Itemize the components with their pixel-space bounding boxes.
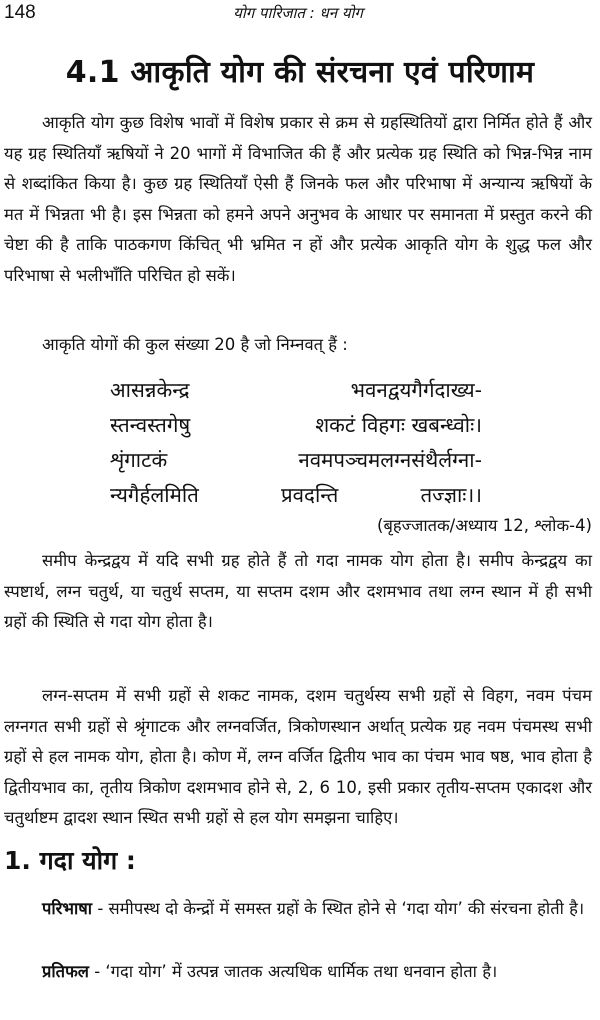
- result-text: - ‘गदा योग’ में उत्पन्न जातक अत्यधिक धार्मिक तथा धनवान होता है।: [88, 962, 498, 981]
- verse-word: शृंगाटकं: [110, 448, 168, 472]
- count-paragraph: आकृति योगों की कुल संख्या 20 है जो निम्नवत् हैं :: [42, 335, 348, 354]
- verse-line: [110, 373, 482, 408]
- running-head: [4, 2, 592, 26]
- result-paragraph: [4, 956, 592, 987]
- verse-word: न्यगैर्हलमिति: [110, 483, 199, 507]
- running-title: योग पारिजात : धन योग: [233, 4, 363, 22]
- definition-term: परिभाषा: [42, 899, 93, 918]
- definition-text: - समीपस्थ दो केन्द्रों में समस्त ग्रहों के स्थित होने से ‘गदा योग’ की संरचना होती है।: [92, 899, 585, 918]
- gada-explanation-paragraph: समीप केन्द्रद्वय में यदि सभी ग्रह होते हैं तो गदा नामक योग होता है। समीप केन्द्रद्वय का स्पष्टार्थ, लग्न चतुर्थ, या चतुर्थ सप्तम, या सप्तम दशम और दशमभाव तथा लग्न स्थान में ही सभी ग्रहों की स्थिति से गदा योग होता है।: [4, 551, 592, 631]
- intro-paragraph: आकृति योग कुछ विशेष भावों में विशेष प्रकार से क्रम से ग्रहस्थितियों द्वारा निर्मित होते हैं और यह ग्रह स्थितियाँ ऋषियों ने 20 भागों में विभाजित की हैं और प्रत्येक ग्रह स्थिति को भिन्न-भिन्न नाम से शब्दांकित किया है। कुछ ग्रह स्थितियाँ ऐसी हैं जिनके फल और परिभाषा में अन्यान्य ऋषियों के मत में भिन्नता भी है। इस भिन्नता को हमने अपने अनुभव के आधार पर समानता में प्रस्तुत करने की चेष्टा की है ताकि पाठकगण किंचित् भी भ्रमित न हों और प्रत्येक आकृति योग के शुद्ध फल और परिभाषा से भलीभाँति परिचित हो सकें।: [4, 113, 592, 285]
- verse-line: [110, 478, 482, 513]
- verse-word: आसन्नकेन्द्र: [110, 378, 190, 402]
- verse-word: भवनद्वयगैर्गदाख्य-: [350, 378, 482, 402]
- page-number: 148: [4, 2, 36, 23]
- verse-word: शकटं विहगः खबन्ध्वोः।: [315, 413, 482, 437]
- yoga-list-paragraph: लग्न-सप्तम में सभी ग्रहों से शकट नामक, दशम चतुर्थस्य सभी ग्रहों से विहग, नवम पंचम लग्नगत सभी ग्रहों से श्रृंगाटक और लग्नवर्जित, त्रिकोणस्थान अर्थात् प्रत्येक ग्रह नवम पंचमस्थ सभी ग्रहों से हल नामक योग, होता है। कोण में, लग्न वर्जित द्वितीय भाव का पंचम भाव षष्ठ, भाव होता है द्वितीयभाव का, तृतीय त्रिकोण दशमभाव होने से, 2, 6 10, इसी प्रकार तृतीय-सप्तम एकादश और चतुर्थाष्टम द्वादश स्थान स्थित सभी ग्रहों से हल योग समझना चाहिए।: [4, 686, 592, 827]
- verse-line: [110, 443, 482, 478]
- verse-word: नवमपञ्चमलग्नसंथैर्लग्ना-: [298, 448, 482, 472]
- definition-paragraph: [4, 893, 592, 924]
- result-term: प्रतिफल: [42, 962, 89, 981]
- verse-citation: (बृहज्जातक/अध्याय 12, श्लोक-4): [377, 516, 592, 535]
- verse-word: तज्ज्ञाः।।: [420, 483, 482, 507]
- gada-yoga-heading: 1. गदा योग :: [4, 846, 136, 875]
- verse-word: प्रवदन्ति: [281, 483, 339, 507]
- section-heading: 4.1 आकृति योग की संरचना एवं परिणाम: [65, 55, 535, 90]
- verse-word: स्तन्वस्तगेषु: [110, 413, 191, 437]
- sanskrit-verse: [110, 373, 482, 513]
- verse-line: [110, 408, 482, 443]
